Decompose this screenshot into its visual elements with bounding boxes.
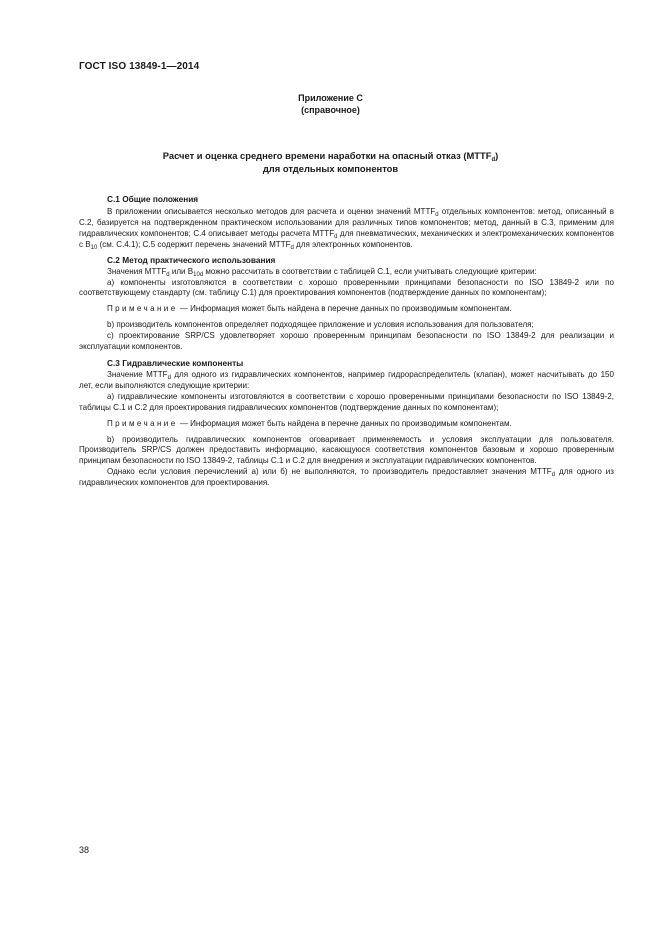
main-title-line1 — [79, 150, 582, 163]
document-body — [79, 194, 614, 489]
text-run: для электронных компонентов. — [293, 239, 413, 249]
text-run: Значение MTTF — [107, 369, 168, 379]
text-run: (см. С.4.1); С.5 содержит перечень значений MTTF — [97, 239, 291, 249]
text-run: Однако если условия перечислений а) или б) не выполняются, то производитель предоставляет значения MTTF — [107, 467, 552, 477]
note-text: — Информация может быть найдена в перечне данных по производимым компонентам. — [177, 304, 512, 314]
list-item-c3-a: а) гидравлические компоненты изготовляются в соответствии с хорошо проверенными принципами безопасности по ISO 13849-2, таблицы С.1 и С.2 для проектирования гидравлических компонентов (подтверждение данных по компонентам); — [79, 391, 614, 412]
text-run: Значения MTTF — [107, 266, 167, 276]
text-run: В приложении описывается несколько методов для расчета и оценки значений MTTF — [107, 207, 436, 216]
main-title-line2: для отдельных компонентов — [262, 162, 399, 174]
paragraph-c1 — [79, 207, 614, 251]
title-text: Расчет и оценка среднего времени наработки на опасный отказ (MTTF — [162, 150, 492, 161]
paragraph-c3-closing — [79, 467, 614, 489]
note-c2 — [79, 304, 614, 315]
annex-subtitle: (справочное) — [301, 105, 360, 115]
subscript: d — [290, 244, 294, 251]
subscript: d — [166, 271, 170, 278]
document-code: ГОСТ ISO 13849-1—2014 — [79, 61, 200, 72]
subscript: 10 — [90, 244, 98, 251]
section-heading-c1: С.1 Общие положения — [107, 194, 199, 204]
list-item-c2-c: с) проектирование SRP/CS удовлетворяет хорошо проверенным принципам безопасности по ISO 13849-2 для реализации и эксплуатации компонентов. — [79, 331, 614, 352]
title-subscript: d — [491, 157, 496, 163]
subscript: 10d — [193, 271, 204, 278]
section-heading-c2: С.2 Метод практического использования — [107, 254, 276, 265]
page-number: 38 — [79, 845, 90, 855]
text-run: можно рассчитать в соответствии с таблицей С.1, если учитывать следующие критерии: — [203, 266, 537, 276]
title-text-close: ) — [495, 150, 499, 161]
paragraph-c2-intro — [79, 267, 614, 278]
subscript: d — [551, 472, 556, 479]
text-run: отдельных компонентов: метод, описанный в С.2, базируется на подтвержденном практическом использовании для различных типов компонентов; метод, данный в С.3, применим для гидравлических компонентов; С.4 описывает методы расчета MTTF — [79, 207, 614, 238]
list-item-c2-a: а) компоненты изготовляются в соответствии с хорошо проверенными принципами безопасности по ISO 13849-2 или по соответствующему стандарту (см. таблицу С.1) для проектирования компонентов (подтверждение данных по компонентам); — [79, 277, 614, 298]
annex-title: Приложение С — [298, 93, 363, 103]
text-run: или B — [169, 266, 194, 276]
list-item-c3-b: b) производитель гидравлических компонентов оговаривает применяемость и условия эксплуатации для пользователя. Производитель SRP/CS должен предоставить информацию, касающуюся соответствия компонентов базовым и хорошо проверенным принципам безопасности по ISO 13849-2, таблицы С.1 и С.2 для внедрения и эксплуатации гидравлических компонентов. — [79, 434, 614, 466]
annex-heading — [79, 92, 582, 116]
text-run: для одного из гидравлических компонентов для проектирования. — [79, 467, 614, 488]
annex-main-title — [79, 150, 582, 175]
note-c3 — [79, 419, 614, 430]
subscript: d — [167, 374, 171, 381]
subscript: d — [435, 212, 439, 218]
text-run: для пневматических, механических и электромеханических компонентов с B — [79, 228, 614, 249]
section-heading-c3: С.3 Гидравлические компоненты — [107, 357, 244, 368]
note-text: — Информация может быть найдена в перечне данных по производимым компонентам. — [177, 418, 512, 428]
text-run: для одного из гидравлических компонентов, например гидрораспределитель (клапан), может насчитывать до 150 лет, если выполняются следующие критерии: — [79, 369, 614, 390]
subscript: d — [334, 233, 338, 240]
note-label: Примечание — [107, 304, 178, 314]
note-label: Примечание — [107, 418, 178, 428]
list-item-c2-b: b) производитель компонентов определяет подходящее приложение и условия использования для пользователя; — [107, 320, 534, 330]
paragraph-c3-intro — [79, 370, 614, 392]
